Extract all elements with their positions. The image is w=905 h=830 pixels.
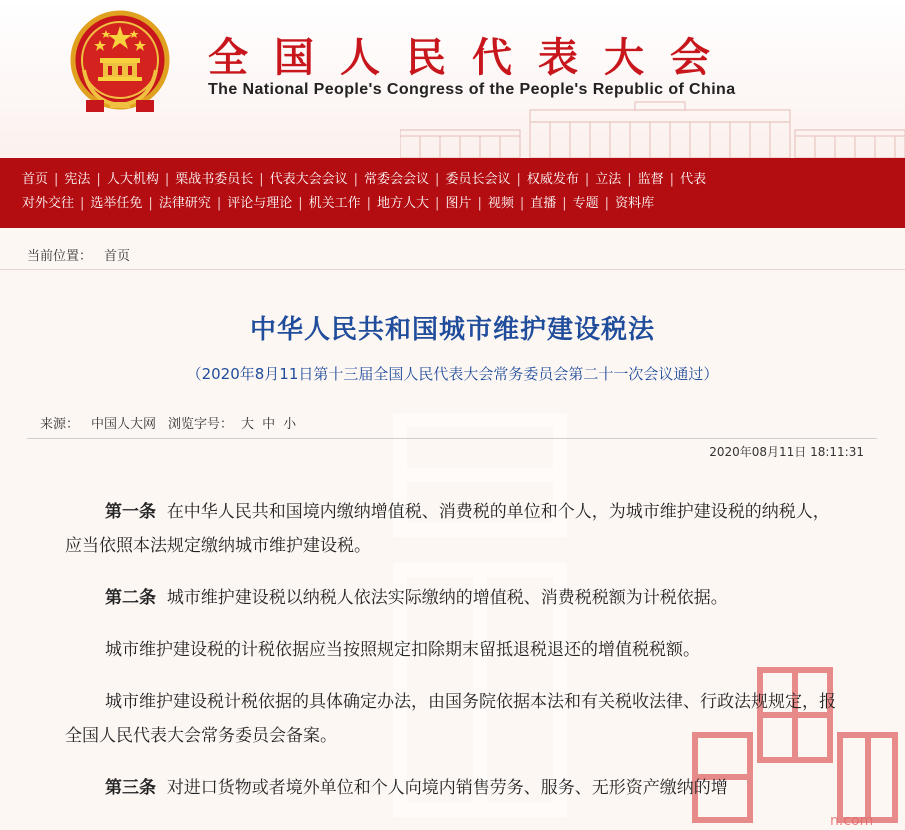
paragraph-text: 城市维护建设税的计税依据应当按照规定扣除期末留抵退税退还的增值税税额。 <box>105 640 700 660</box>
paragraph-text: 城市维护建设税计税依据的具体确定办法，由国务院依据本法和有关税收法律、行政法规规定，报全国人民代表大会常务委员会备案。 <box>65 692 836 746</box>
nav-item-constitution[interactable]: 宪法 <box>64 172 91 187</box>
nav-separator: | <box>80 196 85 211</box>
nav-separator: | <box>669 172 675 187</box>
great-hall-illustration <box>400 100 905 158</box>
nav-item-chairman[interactable]: 栗战书委员长 <box>175 172 254 187</box>
article-paragraph <box>65 495 845 563</box>
nav-separator: | <box>604 196 610 211</box>
nav-row-1 <box>0 170 905 194</box>
breadcrumb-divider <box>0 269 905 270</box>
paragraph-text: 城市维护建设税以纳税人依法实际缴纳的增值税、消费税税额为计税依据。 <box>166 588 728 608</box>
nav-item-legal-research[interactable]: 法律研究 <box>158 196 211 211</box>
nav-separator: | <box>216 196 222 211</box>
site-header <box>0 0 905 158</box>
font-size-large-button[interactable]: 大 <box>241 417 255 432</box>
nav-item-legislation[interactable]: 立法 <box>595 172 622 187</box>
source-label: 来源： <box>40 417 80 432</box>
site-title[interactable]: 全国人民代表大会 <box>208 34 736 81</box>
nav-separator: | <box>298 196 303 211</box>
site-subtitle: The National People's Congress of the People's Republic of China <box>208 81 736 98</box>
article-number: 第二条 <box>105 588 156 608</box>
nav-separator: | <box>353 172 359 187</box>
nav-row-2 <box>0 194 905 218</box>
nav-separator: | <box>519 196 525 211</box>
nav-item-congress-sessions[interactable]: 代表大会会议 <box>269 172 348 187</box>
nav-separator: | <box>148 196 153 211</box>
nav-item-npc-institutions[interactable]: 人大机构 <box>106 172 159 187</box>
main-nav <box>0 158 905 228</box>
nav-separator: | <box>366 196 372 211</box>
nav-item-topics[interactable]: 专题 <box>572 196 599 211</box>
nav-item-home[interactable]: 首页 <box>22 172 49 187</box>
nav-item-deputies[interactable]: 代表 <box>680 172 707 187</box>
article-paragraph <box>65 633 845 667</box>
nav-separator: | <box>627 172 632 187</box>
nav-separator: | <box>435 196 440 211</box>
article-subtitle: （2020年8月11日第十三届全国人民代表大会常务委员会第二十一次会议通过） <box>186 365 719 383</box>
nav-item-live[interactable]: 直播 <box>530 196 557 211</box>
article-paragraph <box>65 771 845 805</box>
nav-item-elections[interactable]: 选举任免 <box>90 196 143 211</box>
article-meta <box>40 413 296 432</box>
source-value: 中国人大网 <box>91 417 157 432</box>
article-paragraph <box>65 685 845 753</box>
article-number: 第三条 <box>105 778 156 798</box>
paragraph-text: 在中华人民共和国境内缴纳增值税、消费税的单位和个人，为城市维护建设税的纳税人，应当依照本法规定缴纳城市维护建设税。 <box>65 502 830 556</box>
article-paragraph <box>65 581 845 615</box>
national-emblem-icon[interactable] <box>70 10 170 118</box>
nav-item-videos[interactable]: 视频 <box>487 196 514 211</box>
breadcrumb <box>27 245 130 264</box>
nav-item-commentary[interactable]: 评论与理论 <box>227 196 293 211</box>
nav-item-local-congress[interactable]: 地方人大 <box>377 196 430 211</box>
nav-separator: | <box>584 172 590 187</box>
watermark-text: n.com <box>830 813 874 829</box>
nav-separator: | <box>516 172 521 187</box>
nav-item-standing-committee[interactable]: 常委会会议 <box>364 172 430 187</box>
nav-separator: | <box>477 196 482 211</box>
font-size-medium-button[interactable]: 中 <box>262 417 276 432</box>
article-number: 第一条 <box>105 502 156 522</box>
meta-divider <box>27 438 877 439</box>
nav-separator: | <box>435 172 440 187</box>
nav-separator: | <box>54 172 59 187</box>
nav-item-photos[interactable]: 图片 <box>445 196 472 211</box>
article-body <box>65 495 845 823</box>
nav-item-database[interactable]: 资料库 <box>615 196 655 211</box>
article-title: 中华人民共和国城市维护建设税法 <box>249 315 655 345</box>
breadcrumb-home-link[interactable]: 首页 <box>104 249 131 264</box>
breadcrumb-label: 当前位置： <box>27 249 93 264</box>
nav-item-chairmen-meetings[interactable]: 委员长会议 <box>445 172 511 187</box>
font-size-label: 浏览字号： <box>168 417 234 432</box>
nav-item-supervision[interactable]: 监督 <box>637 172 664 187</box>
nav-item-foreign-affairs[interactable]: 对外交往 <box>22 196 75 211</box>
nav-separator: | <box>562 196 567 211</box>
nav-item-office-work[interactable]: 机关工作 <box>308 196 361 211</box>
nav-separator: | <box>96 172 101 187</box>
nav-separator: | <box>259 172 264 187</box>
paragraph-text: 对进口货物或者境外单位和个人向境内销售劳务、服务、无形资产缴纳的增 <box>166 778 728 798</box>
font-size-small-button[interactable]: 小 <box>283 417 297 432</box>
nav-item-releases[interactable]: 权威发布 <box>526 172 579 187</box>
nav-separator: | <box>164 172 170 187</box>
publish-date: 2020年08月11日 18:11:31 <box>709 445 864 459</box>
